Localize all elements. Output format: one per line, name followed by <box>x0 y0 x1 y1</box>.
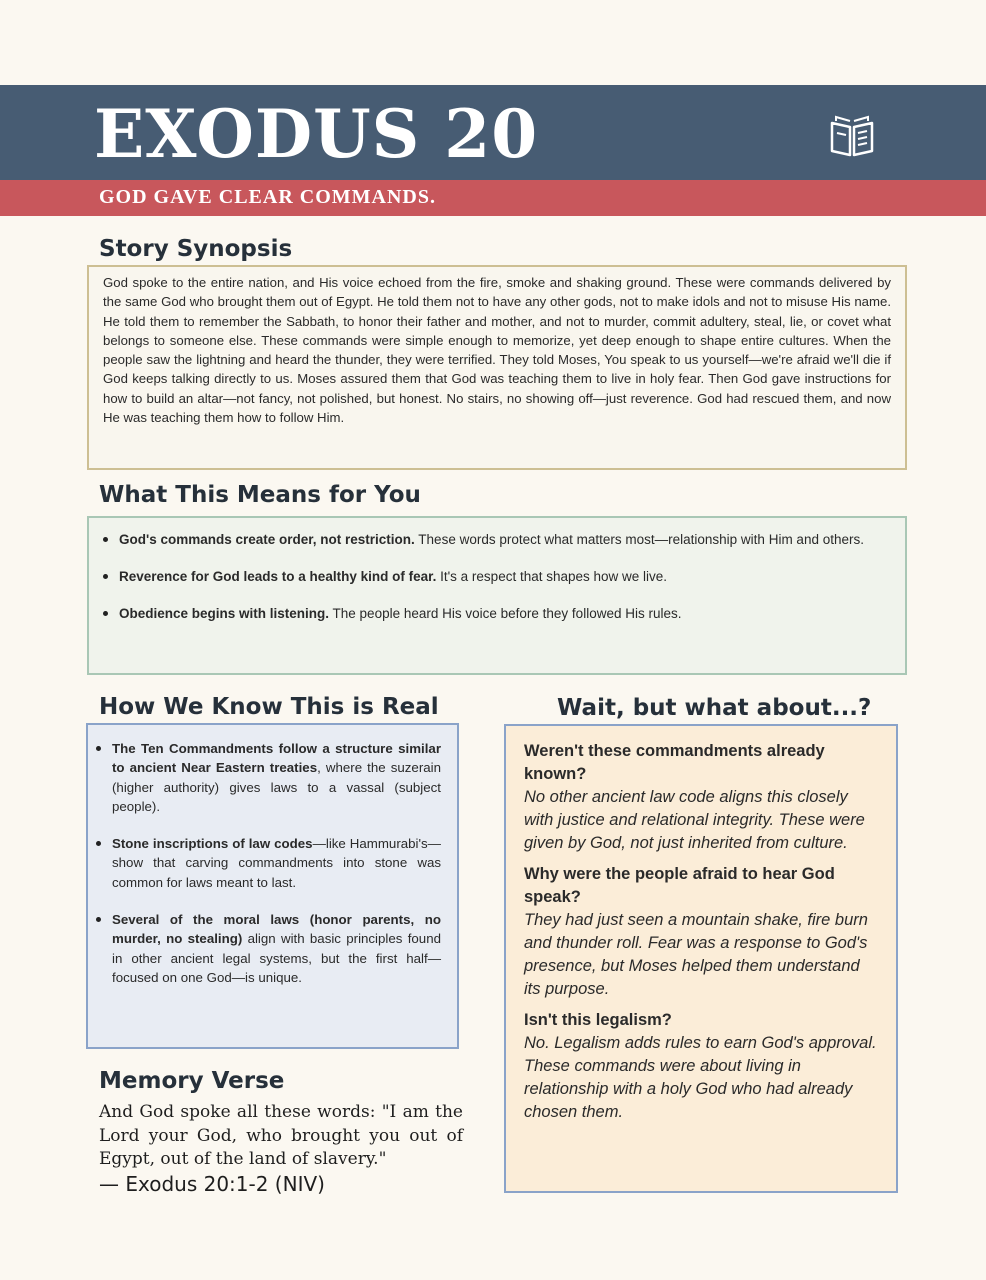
real-list <box>112 739 441 987</box>
memory-reference: — Exodus 20:1-2 (NIV) <box>99 1172 325 1196</box>
open-book-icon <box>826 111 878 163</box>
means-item: Reverence for God leads to a healthy kind of fear. It's a respect that shapes how we live. <box>119 567 883 586</box>
means-box <box>87 516 907 675</box>
means-item: Obedience begins with listening. The people heard His voice before they followed His rules. <box>119 604 883 623</box>
wait-question: Why were the people afraid to hear God speak? <box>524 865 835 906</box>
synopsis-heading: Story Synopsis <box>99 236 293 262</box>
means-heading: What This Means for You <box>99 482 421 508</box>
page-title: EXODUS 20 <box>94 95 539 173</box>
memory-verse: And God spoke all these words: "I am the Lord your God, who brought you out of Egypt, out of the land of slavery." <box>99 1102 463 1169</box>
real-item: The Ten Commandments follow a structure similar to ancient Near Eastern treaties, where the suzerain (higher authority) gives laws to a vassal (subject people). <box>112 739 441 816</box>
page-subtitle: GOD GAVE CLEAR COMMANDS. <box>99 186 436 208</box>
real-box <box>86 723 459 1049</box>
wait-question: Isn't this legalism? <box>524 1011 672 1029</box>
real-heading: How We Know This is Real <box>99 694 439 720</box>
synopsis-text: God spoke to the entire nation, and His voice echoed from the fire, smoke and shaking ground. These were commands delivered by the same God who brought them out of Egypt. He told them not to have any other gods, not to make idols and not to misuse His name. He told them to remember the Sabbath, to honor their father and mother, and not to murder, commit adultery, steal, lie, or covet what belongs to someone else. These commands were simple enough to memorize, yet deep enough to shape entire cultures. When the people saw the lightning and heard the thunder, they were terrified. They told Moses, You speak to us yourself—we're afraid we'll die if God keeps talking directly to us. Moses assured them that God was teaching them to live in holy fear. Then God gave instructions for how to build an altar—not fancy, not polished, but honest. No stairs, no showing off—just reverence. God had rescued them, and now He was teaching them how to follow Him. <box>103 275 891 426</box>
memory-heading: Memory Verse <box>99 1068 285 1094</box>
wait-answer: No other ancient law code aligns this closely with justice and relational integrity. These were given by God, not just inherited from culture. <box>524 788 865 852</box>
wait-answer: No. Legalism adds rules to earn God's approval. These commands were about living in relationship with a holy God who had already chosen them. <box>524 1034 877 1121</box>
wait-answer: They had just seen a mountain shake, fire burn and thunder roll. Fear was a response to God's presence, but Moses helped them understand its purpose. <box>524 911 868 998</box>
wait-box <box>504 724 898 1193</box>
page-header <box>0 85 986 216</box>
synopsis-box <box>87 265 907 470</box>
means-list <box>119 530 883 623</box>
real-item: Several of the moral laws (honor parents, no murder, no stealing) align with basic principles found in other ancient legal systems, but the first half—focused on one God—is unique. <box>112 910 441 987</box>
means-item: God's commands create order, not restriction. These words protect what matters most—relationship with Him and others. <box>119 530 883 549</box>
wait-question: Weren't these commandments already known? <box>524 742 825 783</box>
wait-heading: Wait, but what about...? <box>557 695 872 721</box>
real-item: Stone inscriptions of law codes—like Hammurabi's—show that carving commandments into stone was common for laws meant to last. <box>112 834 441 892</box>
